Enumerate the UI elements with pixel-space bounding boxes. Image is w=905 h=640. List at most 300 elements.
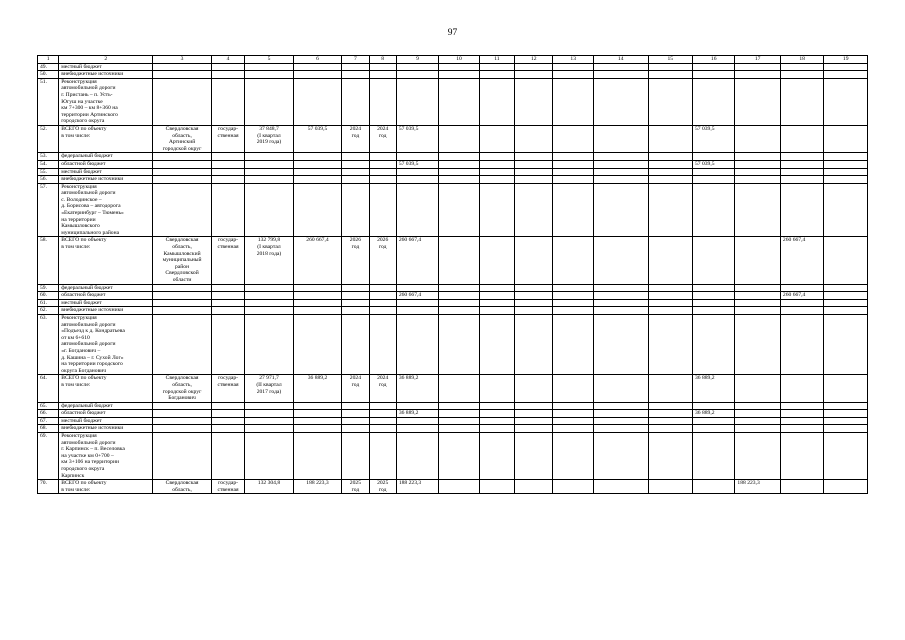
table-cell	[692, 237, 734, 284]
table-cell	[439, 160, 479, 168]
column-header: 8	[369, 56, 396, 64]
table-row	[38, 375, 868, 402]
table-cell	[439, 307, 479, 315]
table-cell	[245, 183, 294, 237]
table-cell	[735, 433, 780, 480]
table-cell	[439, 375, 479, 402]
table-row	[38, 410, 868, 418]
table-cell	[780, 375, 823, 402]
table-cell: Реконструкция автомобильной дороги г. Карпинск – п. Веселовка на участке км 0+700 – км 3+106 на территории городского округа Карпинск	[59, 433, 153, 480]
table-cell	[342, 417, 369, 425]
table-cell: 36 889,2	[692, 410, 734, 418]
table-cell	[515, 160, 553, 168]
table-cell: ВСЕГО по объекту в том числе:	[59, 480, 153, 494]
table-cell	[593, 480, 648, 494]
table-cell: 2024 год	[342, 375, 369, 402]
column-header: 3	[153, 56, 212, 64]
table-cell	[692, 425, 734, 433]
table-cell	[824, 176, 868, 184]
table-cell	[515, 176, 553, 184]
table-cell	[369, 63, 396, 71]
table-cell	[593, 299, 648, 307]
table-cell: внебюджетные источники	[59, 425, 153, 433]
header-row	[38, 56, 868, 64]
table-cell	[735, 375, 780, 402]
table-cell: государ- ственная	[211, 480, 244, 494]
table-cell: 54.	[38, 160, 59, 168]
table-cell	[245, 71, 294, 79]
table-cell	[515, 433, 553, 480]
table-row	[38, 307, 868, 315]
table-cell	[342, 314, 369, 374]
table-cell: 57 039,5	[692, 160, 734, 168]
table-cell: 36 889,2	[396, 375, 438, 402]
table-cell: 57 039,5	[396, 160, 438, 168]
table-cell	[593, 284, 648, 292]
table-cell	[439, 237, 479, 284]
table-cell	[735, 237, 780, 284]
table-cell: 188 223,3	[293, 480, 342, 494]
table-cell	[824, 299, 868, 307]
table-cell	[593, 425, 648, 433]
table-cell	[593, 78, 648, 125]
table-cell	[648, 417, 692, 425]
column-header: 4	[211, 56, 244, 64]
table-cell	[553, 63, 593, 71]
table-cell	[824, 417, 868, 425]
table-cell	[553, 402, 593, 410]
table-cell: 260 667,4	[293, 237, 342, 284]
table-cell	[439, 410, 479, 418]
table-row	[38, 78, 868, 125]
table-cell	[293, 425, 342, 433]
table-cell: местный бюджет	[59, 299, 153, 307]
table-cell	[439, 176, 479, 184]
table-cell: 65.	[38, 402, 59, 410]
table-cell	[342, 183, 369, 237]
table-cell	[153, 417, 212, 425]
table-cell	[479, 314, 514, 374]
table-cell: 36 889,2	[396, 410, 438, 418]
table-cell	[780, 417, 823, 425]
table-cell: 69.	[38, 433, 59, 480]
table-cell	[153, 410, 212, 418]
table-cell	[515, 168, 553, 176]
table-cell	[515, 417, 553, 425]
column-header: 2	[59, 56, 153, 64]
table-cell	[692, 299, 734, 307]
table-cell	[479, 402, 514, 410]
table-cell: 27 971,7 (II квартал 2017 года)	[245, 375, 294, 402]
table-cell	[293, 71, 342, 79]
table-cell	[824, 125, 868, 152]
table-cell	[692, 480, 734, 494]
table-cell	[780, 78, 823, 125]
table-cell	[735, 284, 780, 292]
table-cell: 2026 год	[369, 237, 396, 284]
table-cell	[396, 183, 438, 237]
table-cell	[553, 480, 593, 494]
table-cell	[245, 160, 294, 168]
table-cell	[515, 153, 553, 161]
table-cell	[245, 284, 294, 292]
table-cell	[396, 78, 438, 125]
table-cell	[780, 168, 823, 176]
table-cell	[780, 183, 823, 237]
table-cell	[780, 425, 823, 433]
table-cell	[245, 402, 294, 410]
table-cell	[824, 153, 868, 161]
table-cell	[396, 425, 438, 433]
table-cell	[692, 433, 734, 480]
table-cell	[439, 425, 479, 433]
table-cell	[479, 125, 514, 152]
table-cell	[293, 292, 342, 300]
table-cell	[439, 480, 479, 494]
table-cell: государ- ственная	[211, 237, 244, 284]
table-cell	[342, 292, 369, 300]
table-row	[38, 417, 868, 425]
table-cell: ВСЕГО по объекту в том числе:	[59, 237, 153, 284]
budget-table	[37, 55, 868, 494]
table-cell	[780, 153, 823, 161]
table-cell	[593, 63, 648, 71]
table-cell	[648, 314, 692, 374]
table-cell	[211, 402, 244, 410]
table-row	[38, 153, 868, 161]
table-cell	[648, 375, 692, 402]
table-cell	[824, 292, 868, 300]
table-cell	[780, 299, 823, 307]
table-cell	[824, 375, 868, 402]
table-cell	[245, 417, 294, 425]
table-cell	[479, 168, 514, 176]
table-cell	[245, 314, 294, 374]
table-cell: 132 799,8 (I квартал 2018 года)	[245, 237, 294, 284]
table-cell	[153, 314, 212, 374]
table-cell	[780, 307, 823, 315]
table-cell: 57 039,5	[396, 125, 438, 152]
table-cell	[593, 433, 648, 480]
table-cell	[648, 425, 692, 433]
table-cell: 260 667,4	[396, 292, 438, 300]
table-cell	[515, 71, 553, 79]
table-cell	[593, 160, 648, 168]
table-cell	[342, 63, 369, 71]
table-cell	[479, 71, 514, 79]
table-cell: ВСЕГО по объекту в том числе:	[59, 375, 153, 402]
table-cell	[692, 183, 734, 237]
table-cell	[211, 63, 244, 71]
table-cell: 63.	[38, 314, 59, 374]
table-cell	[553, 314, 593, 374]
table-cell	[153, 176, 212, 184]
table-cell	[553, 433, 593, 480]
table-cell: 55.	[38, 168, 59, 176]
table-cell: ВСЕГО по объекту в том числе:	[59, 125, 153, 152]
table-cell	[515, 292, 553, 300]
table-cell	[245, 153, 294, 161]
table-cell	[824, 63, 868, 71]
table-cell	[515, 63, 553, 71]
table-cell	[593, 410, 648, 418]
table-cell	[553, 417, 593, 425]
table-cell	[824, 160, 868, 168]
table-cell	[479, 410, 514, 418]
table-cell: 188 223,3	[735, 480, 780, 494]
column-header: 10	[439, 56, 479, 64]
table-cell: Свердловская область, Артинский городской округ	[153, 125, 212, 152]
table-cell: 61.	[38, 299, 59, 307]
table-cell	[293, 153, 342, 161]
table-cell	[515, 375, 553, 402]
column-header: 6	[293, 56, 342, 64]
table-cell	[211, 410, 244, 418]
table-cell	[439, 402, 479, 410]
table-cell	[211, 71, 244, 79]
table-row	[38, 168, 868, 176]
column-header: 1	[38, 56, 59, 64]
table-cell: федеральный бюджет	[59, 284, 153, 292]
table-row	[38, 292, 868, 300]
table-cell	[593, 168, 648, 176]
table-row	[38, 433, 868, 480]
table-cell	[553, 153, 593, 161]
table-cell: государ- ственная	[211, 125, 244, 152]
table-cell	[153, 78, 212, 125]
table-row	[38, 284, 868, 292]
table-cell: 260 667,4	[780, 237, 823, 284]
table-cell	[735, 71, 780, 79]
table-cell: 2024 год	[369, 375, 396, 402]
table-cell: внебюджетные источники	[59, 307, 153, 315]
table-cell: 2025 год	[369, 480, 396, 494]
table-cell	[735, 314, 780, 374]
table-cell	[692, 292, 734, 300]
table-cell: Реконструкция автомобильной дороги г. Пристань – п. Усть- Югуш на участке км 7+300 – км 8+360 на территории Артинского городского округа	[59, 78, 153, 125]
table-cell: 51.	[38, 78, 59, 125]
table-cell	[245, 410, 294, 418]
table-cell	[692, 153, 734, 161]
table-cell: областной бюджет	[59, 292, 153, 300]
table-cell	[553, 160, 593, 168]
table-cell	[439, 183, 479, 237]
table-cell: 36 889,2	[293, 375, 342, 402]
table-cell: местный бюджет	[59, 168, 153, 176]
table-cell: 2026 год	[342, 237, 369, 284]
table-cell	[293, 183, 342, 237]
table-cell	[515, 284, 553, 292]
table-cell	[293, 284, 342, 292]
table-cell: местный бюджет	[59, 63, 153, 71]
table-cell	[153, 433, 212, 480]
table-cell: областной бюджет	[59, 160, 153, 168]
table-cell	[211, 284, 244, 292]
table-cell	[735, 153, 780, 161]
table-cell	[648, 433, 692, 480]
column-header: 7	[342, 56, 369, 64]
table-cell	[648, 71, 692, 79]
table-cell	[211, 417, 244, 425]
table-cell	[293, 299, 342, 307]
table-cell	[692, 63, 734, 71]
table-cell	[211, 425, 244, 433]
table-cell	[439, 284, 479, 292]
table-cell	[593, 153, 648, 161]
table-row	[38, 71, 868, 79]
table-cell	[648, 153, 692, 161]
table-cell	[515, 425, 553, 433]
table-cell	[692, 78, 734, 125]
table-cell	[396, 63, 438, 71]
table-cell	[735, 417, 780, 425]
table-cell	[824, 307, 868, 315]
table-cell	[479, 183, 514, 237]
table-cell	[780, 480, 823, 494]
table-cell	[396, 71, 438, 79]
table-cell	[553, 78, 593, 125]
table-cell	[553, 237, 593, 284]
table-cell: 58.	[38, 237, 59, 284]
table-cell	[824, 314, 868, 374]
table-cell	[153, 284, 212, 292]
table-cell	[648, 410, 692, 418]
table-cell: 57.	[38, 183, 59, 237]
table-cell	[342, 153, 369, 161]
table-cell	[245, 63, 294, 71]
table-cell	[479, 417, 514, 425]
table-row	[38, 183, 868, 237]
table-cell	[439, 433, 479, 480]
table-cell	[735, 425, 780, 433]
table-row	[38, 63, 868, 71]
table-cell	[439, 299, 479, 307]
table-cell	[780, 284, 823, 292]
table-cell	[515, 314, 553, 374]
table-cell	[396, 417, 438, 425]
table-cell	[211, 292, 244, 300]
table-cell	[342, 176, 369, 184]
table-cell	[479, 375, 514, 402]
table-cell	[369, 78, 396, 125]
table-cell	[735, 168, 780, 176]
table-cell	[396, 153, 438, 161]
table-cell	[593, 314, 648, 374]
table-cell	[369, 402, 396, 410]
table-cell	[245, 425, 294, 433]
table-cell	[824, 433, 868, 480]
table-cell	[648, 168, 692, 176]
table-cell: Свердловская область,	[153, 480, 212, 494]
table-cell	[593, 125, 648, 152]
table-cell	[735, 125, 780, 152]
table-cell	[553, 292, 593, 300]
table-cell	[369, 153, 396, 161]
table-cell: 56.	[38, 176, 59, 184]
table-cell	[824, 410, 868, 418]
column-header: 19	[824, 56, 868, 64]
table-cell	[342, 433, 369, 480]
table-cell	[293, 410, 342, 418]
table-cell	[396, 168, 438, 176]
table-cell: местный бюджет	[59, 417, 153, 425]
table-cell	[553, 125, 593, 152]
table-cell	[735, 292, 780, 300]
table-cell	[396, 433, 438, 480]
table-cell	[396, 284, 438, 292]
table-cell	[211, 78, 244, 125]
table-cell	[479, 160, 514, 168]
table-cell	[342, 307, 369, 315]
table-cell	[553, 168, 593, 176]
table-cell	[553, 284, 593, 292]
table-cell	[439, 168, 479, 176]
table-cell	[369, 299, 396, 307]
table-cell	[245, 433, 294, 480]
table-cell: 64.	[38, 375, 59, 402]
table-cell: 2024 год	[369, 125, 396, 152]
table-cell	[553, 410, 593, 418]
table-cell	[293, 78, 342, 125]
table-cell: областной бюджет	[59, 410, 153, 418]
table-cell: 66.	[38, 410, 59, 418]
table-cell	[369, 284, 396, 292]
table-cell	[735, 299, 780, 307]
table-cell	[692, 176, 734, 184]
table-cell	[648, 160, 692, 168]
table-cell	[515, 480, 553, 494]
table-row	[38, 425, 868, 433]
column-header: 17	[735, 56, 780, 64]
table-cell	[648, 402, 692, 410]
table-cell	[735, 160, 780, 168]
table-cell	[515, 299, 553, 307]
table-cell	[593, 307, 648, 315]
table-cell	[593, 402, 648, 410]
table-cell	[648, 176, 692, 184]
table-cell	[369, 425, 396, 433]
table-cell	[515, 410, 553, 418]
table-cell	[369, 176, 396, 184]
table-cell	[648, 284, 692, 292]
table-cell	[369, 292, 396, 300]
table-cell	[735, 402, 780, 410]
table-cell	[780, 176, 823, 184]
table-cell	[735, 183, 780, 237]
table-cell	[211, 176, 244, 184]
table-cell	[593, 417, 648, 425]
table-cell: 53.	[38, 153, 59, 161]
column-header: 11	[479, 56, 514, 64]
table-cell	[439, 417, 479, 425]
table-cell	[593, 375, 648, 402]
table-cell	[824, 425, 868, 433]
column-header: 18	[780, 56, 823, 64]
table-cell	[245, 299, 294, 307]
table-cell	[735, 176, 780, 184]
table-cell: Свердловская область, городской округ Богданович	[153, 375, 212, 402]
table-cell	[342, 168, 369, 176]
table-cell	[211, 314, 244, 374]
table-cell	[153, 183, 212, 237]
table-cell	[369, 71, 396, 79]
table-row	[38, 160, 868, 168]
table-cell	[369, 314, 396, 374]
table-cell	[692, 168, 734, 176]
table-cell	[439, 292, 479, 300]
table-cell	[396, 176, 438, 184]
table-cell	[293, 314, 342, 374]
